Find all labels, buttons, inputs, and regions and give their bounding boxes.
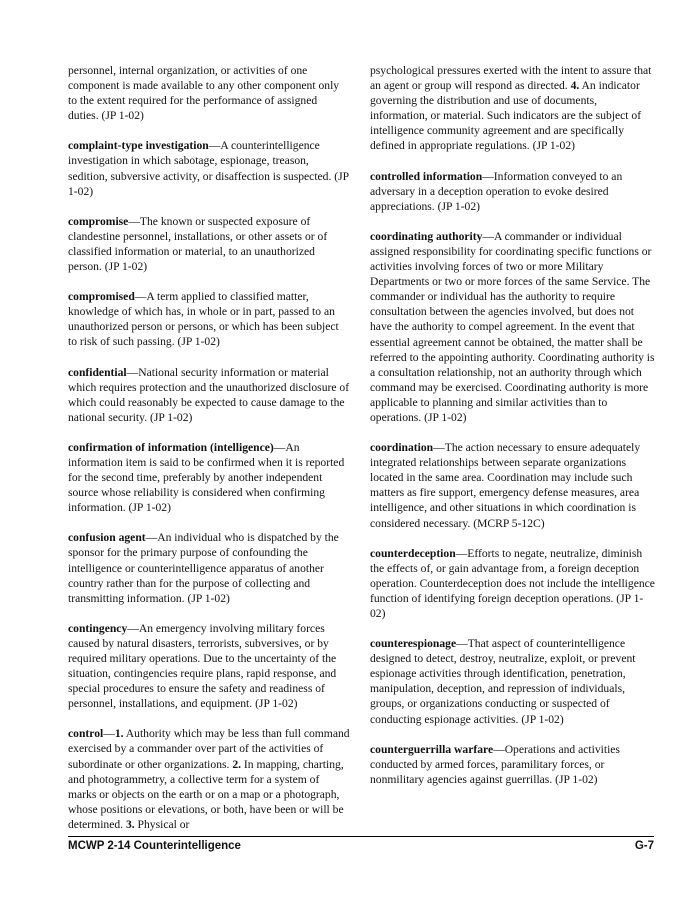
entry-text: Authority which may be less than full command exercised by a commander over part of the activities of subordinate or other organizations. <box>68 727 350 771</box>
entry-text: —A commander or individual assigned responsibility for coordinating specific functions or activities involving forces of two or more Military Departments or two or more forces of the same Service. The commander or individual has the authority to require consultation between the agencies involved, but does not have the authority to compel agreement. In the event that essential agreement cannot be obtained, the matter shall be referred to the appointing authority. Coordinating authority is a consultation relationship, not an authority through which command may be exercised. Coordinating authority is more applicable to planning and similar activities than to operations. (JP 1-02) <box>370 229 655 424</box>
entry-text: —An individual who is dispatched by the sponsor for the primary purpose of confounding the intelligence or counterintelligence apparatus of another country rather than for the purpose of collecting and transmitting information. (JP 1-02) <box>68 531 339 605</box>
entry-text: An indicator governing the distribution and use of documents, information, or material. Such indicators are the subject of intelligence community agreement and are specifically defined in appropriate regulations. (JP 1-02) <box>370 79 642 153</box>
glossary-entry-control <box>68 726 350 832</box>
footer-divider <box>68 836 654 837</box>
entry-term: counterguerrilla warfare <box>370 742 494 756</box>
entry-term: confusion agent <box>68 531 146 545</box>
entry-text: psychological pressures exerted with the intent to assure that an agent or group will respond as directed. <box>370 64 652 93</box>
entry-text: —Operations and activities conducted by armed forces, paramilitary forces, or nonmilitary agencies against guerrillas. (JP 1-02) <box>370 742 620 786</box>
entry-dash: — <box>103 727 115 741</box>
definition-number: 4. <box>570 79 580 93</box>
glossary-entry <box>370 636 656 727</box>
glossary-entry <box>68 530 350 605</box>
entry-term: coordinating authority <box>370 229 483 243</box>
entry-text: —A counterintelligence investigation in which sabotage, espionage, treason, sedition, subversive activity, or disaffection is suspected. (JP 1-02) <box>68 139 349 198</box>
glossary-entry <box>370 440 656 531</box>
definition-number: 2. <box>232 757 242 771</box>
entry-term: control <box>68 727 104 741</box>
glossary-entry <box>370 546 656 621</box>
page-number: G-7 <box>634 840 654 852</box>
glossary-entry <box>370 229 656 425</box>
glossary-entry <box>68 289 350 349</box>
entry-term: contingency <box>68 621 128 635</box>
entry-text: —A term applied to classified matter, knowledge of which has, in whole or in part, passed to an unauthorized person or persons, or which has been subject to risk of such passing. (JP 1-02) <box>68 290 339 349</box>
entry-text: In mapping, charting, and photogrammetry, a collective term for a system of marks or objects on the earth or on a map or a photograph, whose positions or elevations, or both, have been or will be determined. <box>68 757 344 831</box>
entry-term: complaint-type investigation <box>68 139 209 153</box>
entry-text: —An emergency involving military forces caused by natural disasters, terrorists, subversives, or by required military operations. Due to the uncertainty of the situation, contingencies require plans, rapid response, and special procedures to ensure the safety and readiness of personnel, installations, and equipment. (JP 1-02) <box>68 621 337 711</box>
glossary-entry <box>370 169 656 214</box>
entry-text: —An information item is said to be confirmed when it is reported for the second time, preferably by another independent source whose reliability is considered when confirming information. (JP 1-02) <box>68 440 345 515</box>
glossary-entry <box>68 621 350 712</box>
glossary-entry <box>68 214 350 274</box>
left-column <box>68 63 350 847</box>
glossary-entry-continuation <box>370 63 656 154</box>
entry-text: Physical or <box>134 817 190 831</box>
definition-number: 1. <box>114 727 124 741</box>
glossary-entry <box>68 440 350 515</box>
entry-term: coordination <box>370 441 434 455</box>
entry-term: confidential <box>68 365 127 379</box>
entry-text: —National security information or material which requires protection and the unauthorized disclosure of which could reasonably be expected to cause damage to the national security. (JP 1-02) <box>68 365 350 424</box>
entry-term: compromised <box>68 290 135 304</box>
glossary-entry <box>68 365 350 425</box>
publication-title: MCWP 2-14 Counterintelligence <box>68 840 241 852</box>
entry-text: personnel, internal organization, or activities of one component is made available to any other component only to the extent required for the performance of assigned duties. (JP 1-02) <box>68 64 340 123</box>
glossary-entry <box>68 138 350 198</box>
entry-term: counterespionage <box>370 637 457 651</box>
entry-text: —That aspect of counterintelligence designed to detect, destroy, neutralize, exploit, or prevent espionage activities through identification, penetration, manipulation, deception, and repression of individuals, groups, or organizations conducting or suspected of conducting espionage activities. (JP 1-02) <box>370 637 636 726</box>
glossary-entry <box>68 63 350 123</box>
right-column <box>370 63 656 802</box>
entry-term: counterdeception <box>370 546 456 560</box>
entry-text: —The known or suspected exposure of clandestine personnel, installations, or other assets or of classified information or material, to an unauthorized person. (JP 1-02) <box>68 214 328 274</box>
definition-number: 3. <box>125 817 135 831</box>
entry-term: compromise <box>68 214 129 228</box>
glossary-entry <box>370 742 656 787</box>
entry-text: —Information conveyed to an adversary in a deception operation to evoke desired appreciations. (JP 1-02) <box>370 169 623 213</box>
entry-term: confirmation of information (intelligence) <box>68 440 274 454</box>
entry-text: —Efforts to negate, neutralize, diminish the effects of, or gain advantage from, a foreign deception operation. Counterdeception does not include the intelligence function of identifying foreign deception operations. (JP 1-02) <box>370 546 655 620</box>
entry-text: —The action necessary to ensure adequately integrated relationships between separate organizations located in the same area. Coordination may include such matters as fire support, emergency defense measures, area intelligence, and other situations in which coordination is considered necessary. (MCRP 5-12C) <box>370 441 641 530</box>
entry-term: controlled information <box>370 169 483 183</box>
